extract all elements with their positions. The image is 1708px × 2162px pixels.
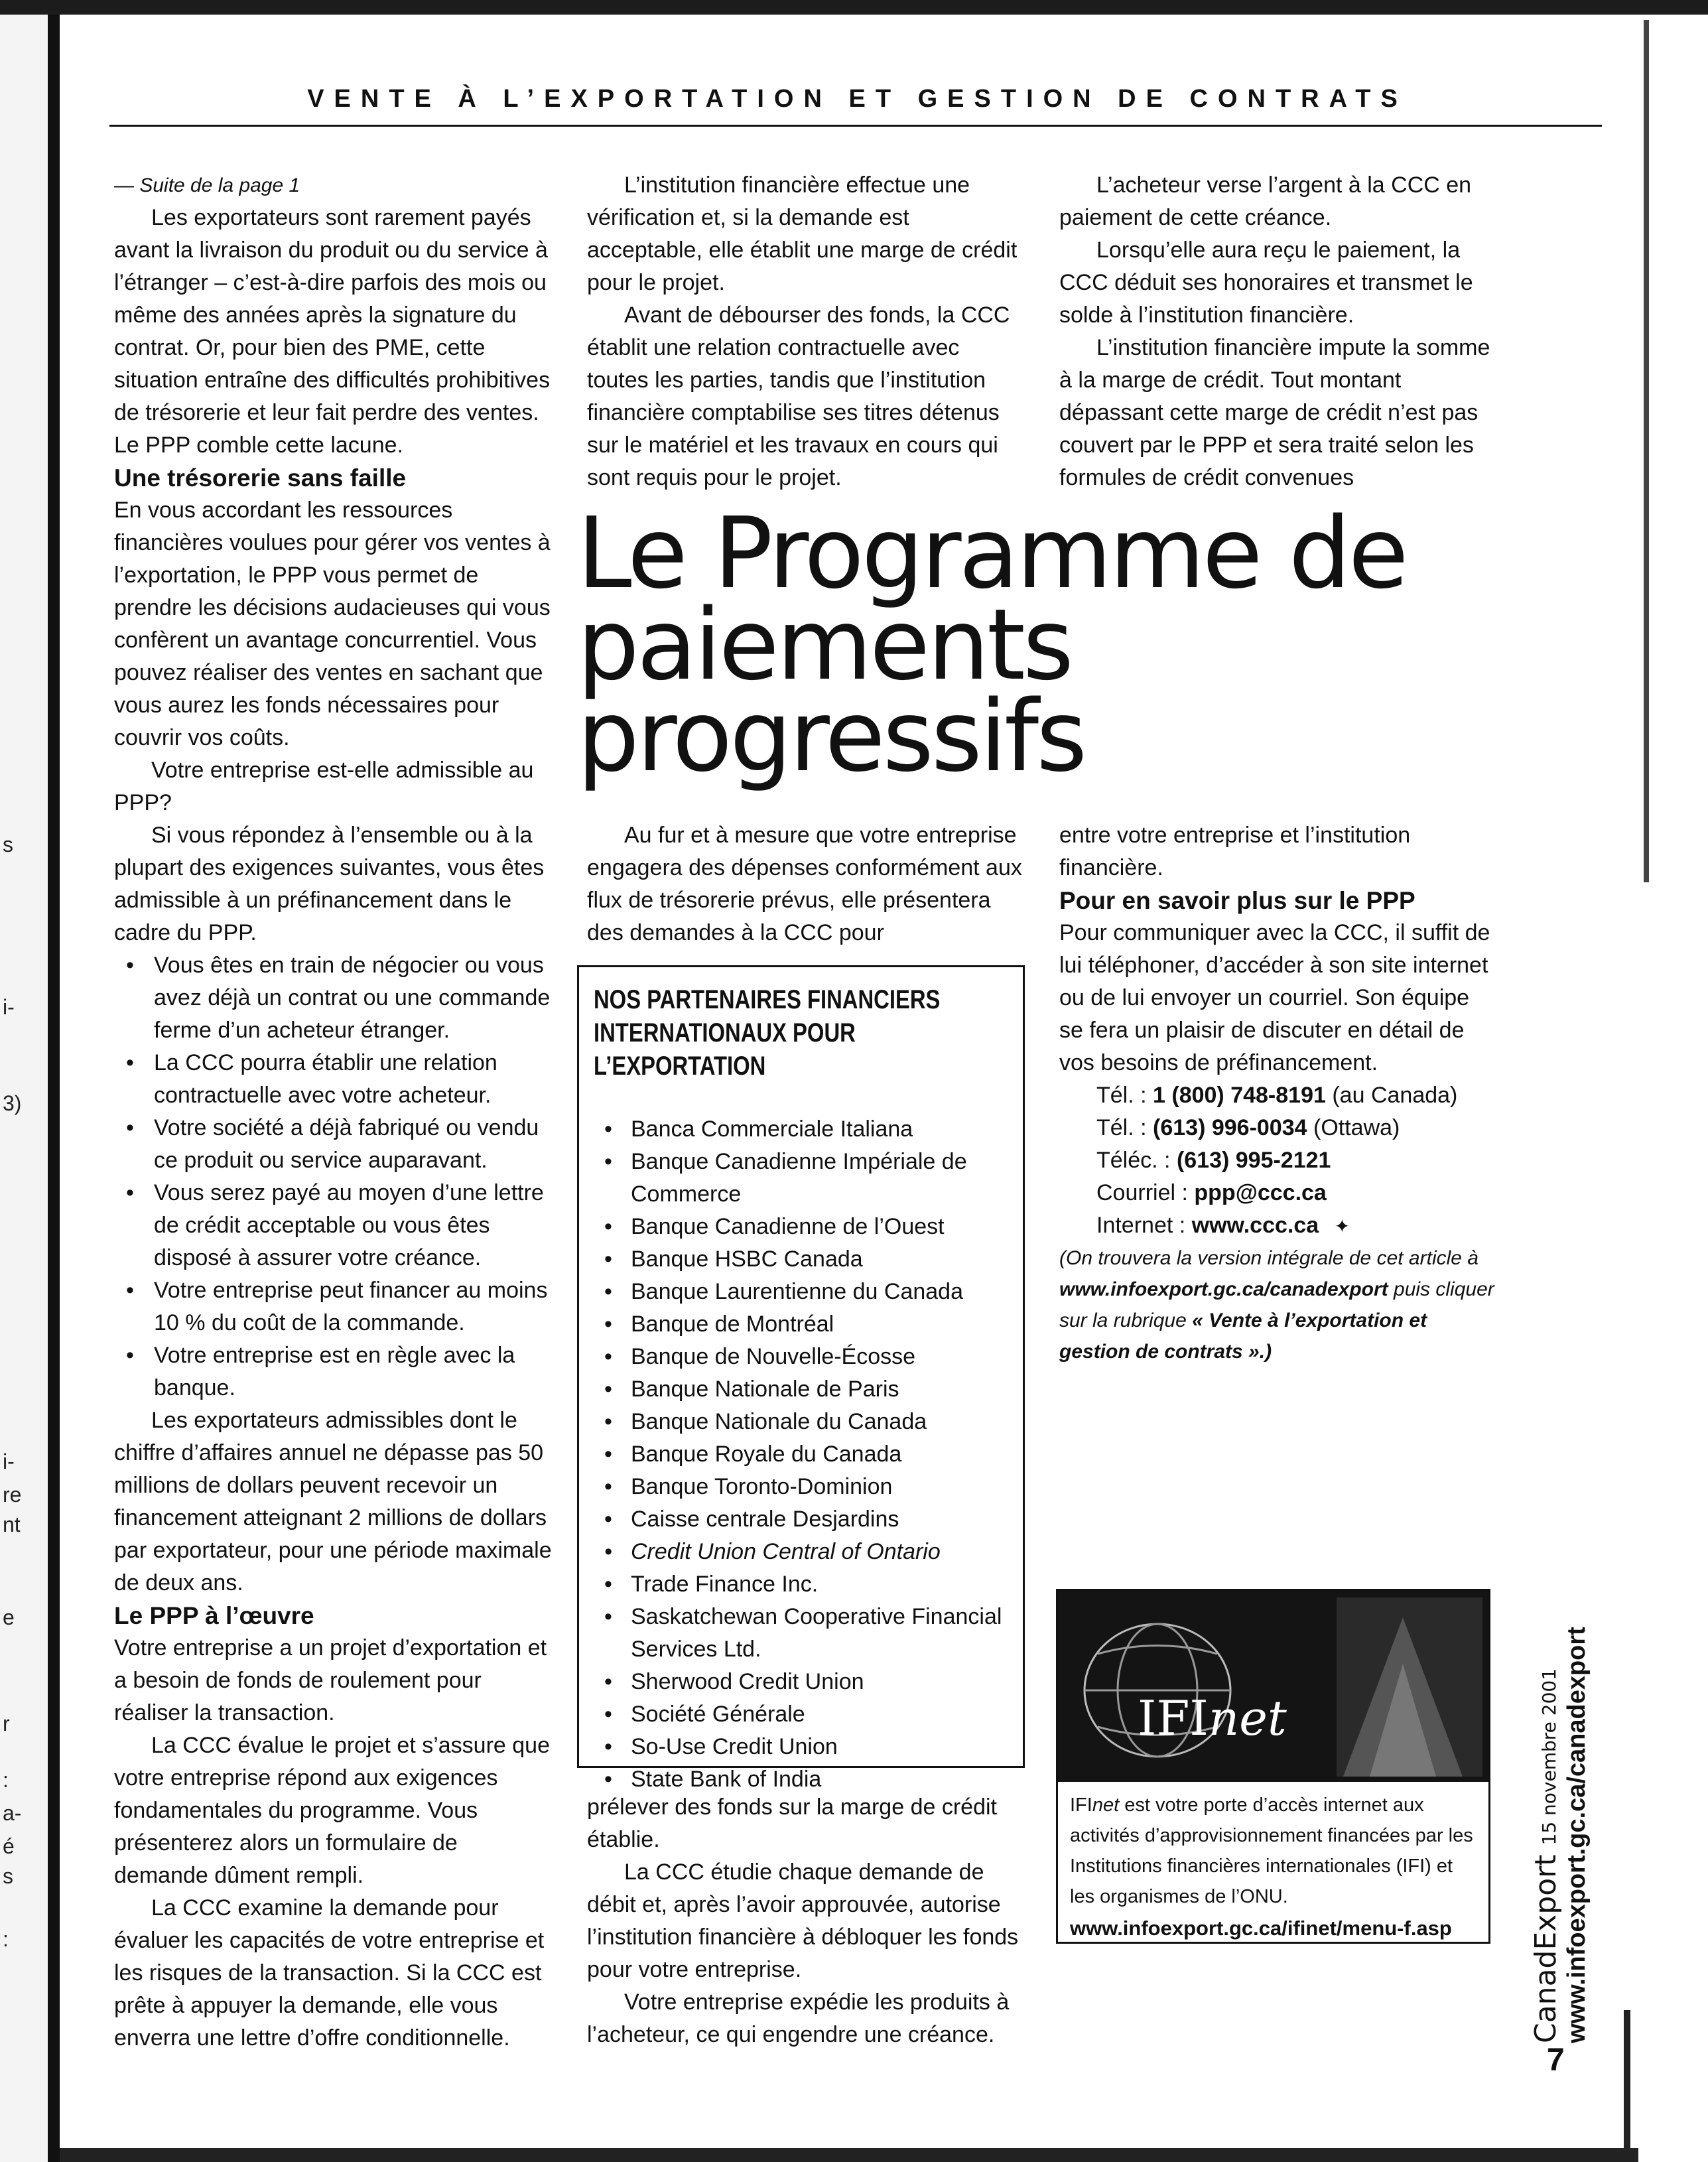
paragraph: Si vous répondez à l’ensemble ou à la plupart des exigences suivantes, vous êtes admissible à un préfinancement dans le cadre du PPP. — [114, 823, 545, 945]
partners-title-line-1: NOS PARTENAIRES FINANCIERS — [594, 985, 941, 1014]
eligibility-list — [114, 949, 552, 1404]
phone-label: Tél. : — [1096, 1083, 1147, 1108]
subheading: Pour en savoir plus sur le PPP — [1059, 887, 1415, 914]
scan-bottom-edge — [60, 2148, 1638, 2162]
list-item: • Votre entreprise peut financer au moins 10 % du coût de la commande. — [154, 1274, 552, 1339]
note-link[interactable]: www.infoexport.gc.ca/canadexport — [1059, 1278, 1388, 1300]
note-rubric: « Vente à l’exportation et gestion de contrats ».) — [1059, 1310, 1427, 1363]
edge-fragment: s — [3, 1864, 13, 1888]
full-article-note — [1059, 1243, 1497, 1367]
partner-item: • Société Générale — [631, 1698, 1011, 1731]
edge-fragment: : — [3, 1927, 9, 1951]
partners-box — [577, 965, 1025, 1792]
partner-item: • Banque de Nouvelle-Écosse — [631, 1341, 1011, 1373]
issue-date: 15 novembre 2001 — [1538, 1668, 1560, 1846]
partner-item: • Banque de Montréal — [631, 1308, 1011, 1341]
partner-item: • Banque Laurentienne du Canada — [631, 1276, 1011, 1308]
maple-leaf-icon: ✦ — [1334, 1216, 1350, 1237]
edge-fragment: é — [3, 1834, 15, 1858]
list-item: • Votre entreprise est en règle avec la banque. — [154, 1339, 552, 1404]
scan-right-edge-lower — [1624, 2010, 1630, 2162]
partners-title — [594, 983, 1023, 1083]
partner-item: • Trade Finance Inc. — [631, 1568, 1011, 1601]
footer-vertical — [1529, 1579, 1609, 2043]
list-item: • Vous êtes en train de négocier ou vous avez déjà un contrat ou une commande ferme d’un acheteur étranger. — [154, 949, 552, 1047]
note-text: puis cliquer sur la rubrique — [1059, 1278, 1494, 1331]
column-1 — [114, 169, 552, 2055]
paragraph: Votre entreprise a un projet d’exportation et a besoin de fonds de roulement pour réaliser la transaction. — [114, 1635, 547, 1725]
fax-value: (613) 995-2121 — [1176, 1148, 1331, 1173]
section-header: VENTE À L’EXPORTATION ET GESTION DE CONTRATS — [307, 85, 1408, 113]
header-rule — [109, 125, 1602, 127]
paragraph: Votre entreprise est-elle admissible au PPP? — [114, 758, 534, 815]
email-label: Courriel : — [1096, 1180, 1188, 1205]
edge-fragment: i- — [3, 1450, 15, 1473]
paragraph: Pour communiquer avec la CCC, il suffit de lui téléphoner, d’accéder à son site internet ou de lui envoyer un courriel. Son équipe se fera un plaisir de discuter en détail de vos besoins de préfinancement. — [1059, 920, 1490, 1075]
partner-item: • Banque Canadienne de l’Ouest — [631, 1211, 1011, 1243]
note-text: (On trouvera la version intégrale de cet article à — [1059, 1247, 1478, 1269]
partner-item: • Caisse centrale Desjardins — [631, 1503, 1011, 1536]
partner-item: • So-Use Credit Union — [631, 1731, 1011, 1763]
ifinet-ad — [1056, 1589, 1490, 1944]
partner-item: • Banque Nationale de Paris — [631, 1373, 1011, 1406]
edge-fragment: e — [3, 1605, 15, 1629]
globe-graphic — [1058, 1591, 1488, 1782]
list-item: • Votre société a déjà fabriqué ou vendu ce produit ou service auparavant. — [154, 1112, 552, 1177]
paragraph: La CCC évalue le projet et s’assure que votre entreprise répond aux exigences fondamentales du programme. Vous présenterez alors un formulaire de demande dûment rempli. — [114, 1733, 550, 1888]
list-item: • La CCC pourra établir une relation contractuelle avec votre acheteur. — [154, 1047, 552, 1112]
edge-fragment: nt — [3, 1513, 21, 1536]
email-link[interactable]: ppp@ccc.ca — [1194, 1180, 1327, 1205]
paragraph: L’institution financière impute la somme à la marge de crédit. Tout montant dépassant cette marge de crédit n’est pas couvert par le PPP et sera traité selon les formules de crédit convenues — [1059, 335, 1490, 490]
partner-item: • Banque Toronto-Dominion — [631, 1471, 1011, 1503]
partner-item: • State Bank of India — [631, 1763, 1011, 1796]
subheading: Une trésorerie sans faille — [114, 464, 407, 492]
partner-item: • Credit Union Central of Ontario — [631, 1536, 1011, 1568]
edge-fragment: 3) — [3, 1091, 22, 1115]
paragraph: Lorsqu’elle aura reçu le paiement, la CCC déduit ses honoraires et transmet le solde à l’institution financière. — [1059, 237, 1473, 328]
ifinet-link[interactable]: www.infoexport.gc.ca/ifinet/menu-f.asp — [1070, 1917, 1452, 1940]
paragraph: La CCC étudie chaque demande de débit et, après l’avoir approuvée, autorise l’institution financière à débloquer les fonds pour votre entreprise. — [587, 1859, 1019, 1982]
column-2-top — [587, 169, 1025, 494]
paragraph: En vous accordant les ressources financières voulues pour gérer vos ventes à l’exportation, le PPP vous permet de prendre les décisions audacieuses qui vous confèrent un avantage concurrentiel. Vous pouvez réaliser des ventes en sachant que vous aurez les fonds nécessaires pour couvrir vos coûts. — [114, 498, 551, 750]
desc-text: est votre porte d’accès internet aux activités d’approvisionnement financées par les Institutions financières internationales (IFI) et les organismes de l’ONU. — [1070, 1794, 1473, 1907]
ifinet-banner — [1058, 1591, 1488, 1782]
partner-item: • Sherwood Credit Union — [631, 1666, 1011, 1698]
column-3-top — [1059, 169, 1497, 494]
edge-fragment: : — [3, 1768, 9, 1792]
paragraph: Les exportateurs admissibles dont le chiffre d’affaires annuel ne dépasse pas 50 millions de dollars peuvent recevoir un financement atteignant 2 millions de dollars par exportateur, pour une période maximale de deux ans. — [114, 1408, 552, 1595]
column-3-mid — [1059, 819, 1497, 1367]
ifinet-description — [1070, 1790, 1478, 1944]
paragraph: Avant de débourser des fonds, la CCC établit une relation contractuelle avec toutes les parties, tandis que l’institution financière comptabilise ses titres détenus sur le matériel et les travaux en cours qui sont requis pour le projet. — [587, 303, 1010, 490]
list-item: • Vous serez payé au moyen d’une lettre de crédit acceptable ou vous êtes disposé à assurer votre créance. — [154, 1177, 552, 1274]
article-title — [577, 496, 1506, 793]
scan-top-edge — [0, 0, 1708, 15]
partner-item: • Banque Nationale du Canada — [631, 1406, 1011, 1438]
paragraph: L’acheteur verse l’argent à la CCC en paiement de cette créance. — [1059, 172, 1472, 230]
paragraph: Au fur et à mesure que votre entreprise engagera des dépenses conformément aux flux de trésorerie prévus, elle présentera des demandes à la CCC pour — [587, 823, 1022, 945]
desc-text-italic: net — [1092, 1794, 1120, 1816]
edge-fragment: r — [3, 1712, 10, 1735]
phone-note: (au Canada) — [1332, 1083, 1458, 1108]
ifinet-logo — [1138, 1690, 1287, 1746]
paragraph: prélever des fonds sur la marge de crédit établie. — [587, 1794, 997, 1852]
subheading: Le PPP à l’œuvre — [114, 1602, 314, 1629]
contact-email — [1059, 1177, 1497, 1209]
partner-item: • Banca Commerciale Italiana — [631, 1113, 1011, 1146]
partners-title-line-2: INTERNATIONAUX POUR L’EXPORTATION — [594, 1018, 856, 1081]
contact-web — [1059, 1209, 1497, 1243]
fax-label: Téléc. : — [1096, 1148, 1171, 1173]
logo-text: IFI — [1138, 1690, 1209, 1746]
phone-value[interactable]: 1 (800) 748-8191 — [1153, 1083, 1326, 1108]
binding-edge — [48, 15, 60, 2162]
web-link[interactable]: www.ccc.ca — [1191, 1213, 1319, 1238]
paragraph: Les exportateurs sont rarement payés avant la livraison du produit ou du service à l’étranger – c’est-à-dire parfois des mois ou même des années après la signature du contrat. Or, pour bien des PME, cette situation entraîne des difficultés prohibitives de trésorerie et leur fait perdre des ventes. Le PPP comble cette lacune. — [114, 205, 551, 458]
edge-fragment: re — [3, 1483, 22, 1507]
contact-phone-ottawa — [1059, 1112, 1497, 1144]
magazine-line — [1529, 1579, 1563, 2043]
paragraph: La CCC examine la demande pour évaluer les capacités de votre entreprise et les risques de la transaction. Si la CCC est prête à appuyer la demande, elle vous enverra une lettre d’offre conditionnelle. — [114, 1895, 545, 2051]
logo-text-italic: net — [1208, 1690, 1287, 1746]
contact-phone — [1059, 1079, 1497, 1112]
partners-list — [594, 1113, 1011, 1796]
paragraph: L’institution financière effectue une vérification et, si la demande est acceptable, elle établit une marge de crédit pour le projet. — [587, 172, 1018, 295]
desc-text: IFI — [1070, 1794, 1092, 1816]
phone-label: Tél. : — [1096, 1115, 1147, 1140]
phone-value[interactable]: (613) 996-0034 — [1153, 1115, 1307, 1140]
paragraph: Votre entreprise expédie les produits à l’acheteur, ce qui engendre une créance. — [587, 1990, 1010, 2047]
title-line-2: paiements progressifs — [577, 588, 1085, 793]
phone-note: (Ottawa) — [1313, 1115, 1400, 1140]
column-2-bottom — [587, 1791, 1025, 2051]
edge-fragment: s — [3, 833, 13, 856]
contact-fax — [1059, 1144, 1497, 1177]
edge-fragment: a- — [3, 1801, 22, 1825]
continued-from: — Suite de la page 1 — [114, 174, 300, 196]
magazine-name: CanadExport — [1529, 1854, 1563, 2043]
partner-item: • Saskatchewan Cooperative Financial Services Ltd. — [631, 1601, 1011, 1666]
page-number: 7 — [1547, 2043, 1565, 2078]
scan-right-edge — [1644, 20, 1649, 882]
title-line-1: Le Programme de — [577, 496, 1406, 610]
edge-fragment: i- — [3, 995, 15, 1019]
partner-item: • Banque Canadienne Impériale de Commerce — [631, 1146, 1011, 1211]
column-2-mid — [587, 819, 1025, 949]
magazine-url[interactable]: www.infoexport.gc.ca/canadexport — [1563, 1627, 1591, 2043]
web-label: Internet : — [1096, 1213, 1186, 1238]
partner-item: • Banque Royale du Canada — [631, 1438, 1011, 1471]
partner-item: • Banque HSBC Canada — [631, 1243, 1011, 1276]
paragraph: entre votre entreprise et l’institution financière. — [1059, 823, 1411, 880]
